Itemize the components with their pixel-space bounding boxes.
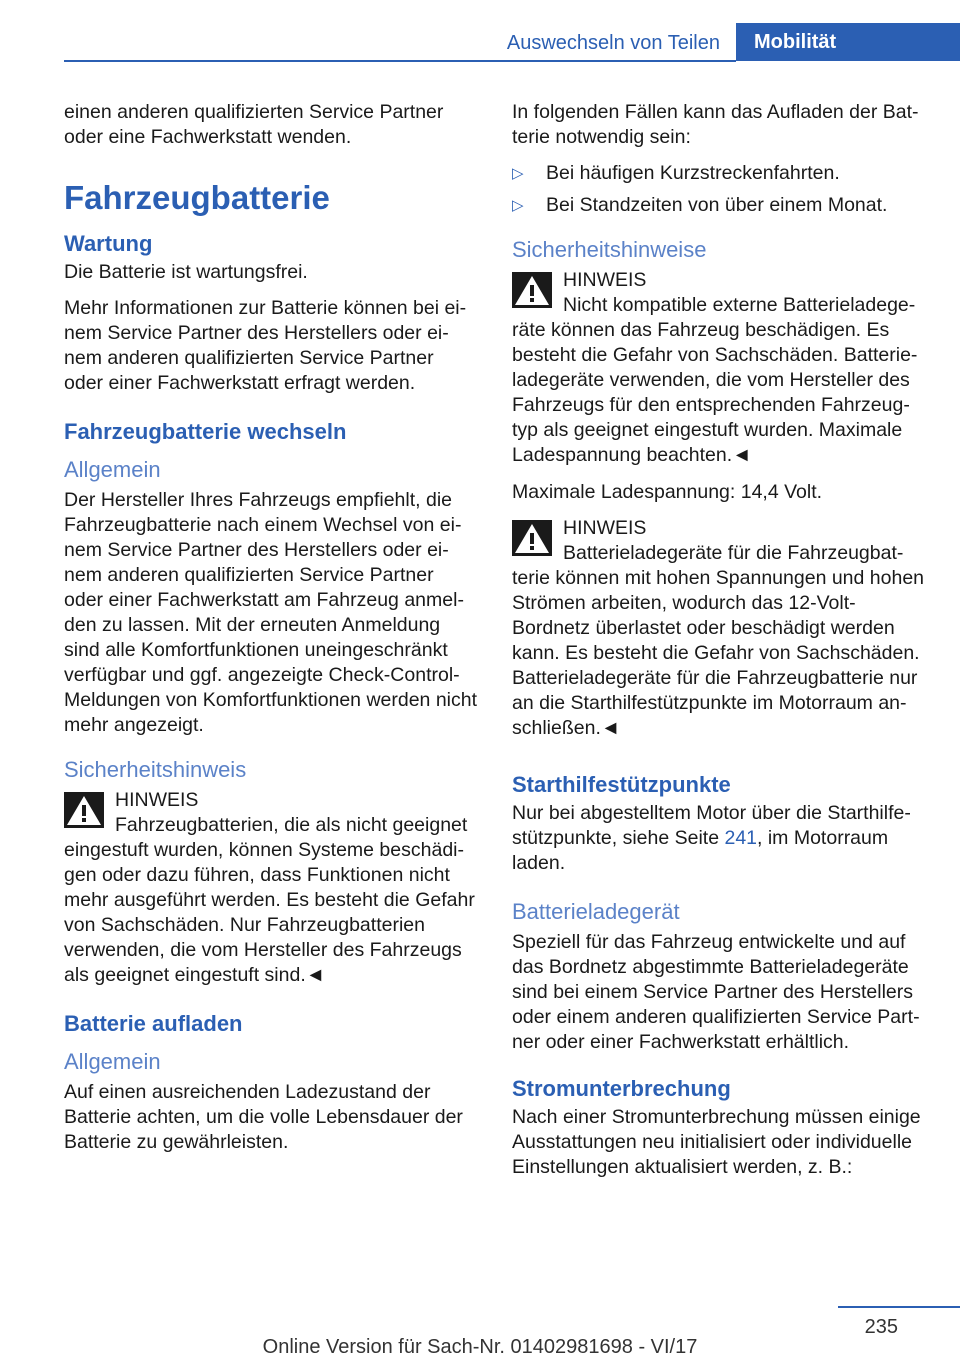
heading-allgemein-aufladen: Allgemein [64,1049,161,1074]
online-version-footer: Online Version für Sach-Nr. 01402981698 - VI/17 [262,1336,698,1358]
stromunterbrechung-paragraph: Nach einer Stromunterbrechung müssen einige Ausstattungen neu initialisiert oder individuelle Einstellungen aktualisiert werden, z. B.: [512,1106,921,1178]
bullet-triangle-icon: ▷ [512,197,524,214]
starthilfe-paragraph [512,801,926,876]
heading-batterie-aufladen: Batterie aufladen [64,1011,243,1036]
warning-note-chargers [512,268,926,468]
allgemein-wechseln-paragraph: Der Hersteller Ihres Fahrzeugs empfiehlt, die Fahrzeugbatterie nach einem Wechsel von einem Service Partner des Herstellers oder einem anderen qualifizierten Service Partner oder einer Fachwerkstatt am Fahrzeug anmelden zu lassen. Mit der erneuten Anmeldung sind alle Komfortfunktionen uneingeschränkt verfügbar und ggf. angezeigte Check-Control-Meldungen von Komfortfunktionen werden nicht mehr angezeigt. [64,489,478,736]
page-number: 235 [864,1316,898,1338]
page-header [0,0,960,62]
header-section-title: Auswechseln von Teilen [506,32,720,54]
page-reference-link[interactable]: 241 [724,827,758,849]
wartung-paragraph-1: Die Batterie ist wartungsfrei. [64,261,308,283]
header-rule [64,60,736,62]
warning-label: HINWEIS [115,789,199,811]
warning-label: HINWEIS [563,269,647,291]
list-item-text: Bei häufigen Kurzstreckenfahrten. [546,162,840,184]
starthilfe-text-pre: Nur bei abgestelltem Motor über die Starthilfestützpunkte, siehe Seite [512,802,911,849]
heading-fahrzeugbatterie: Fahrzeugbatterie [64,179,330,216]
right-column [512,100,926,1191]
warning-note-voltage [512,516,926,741]
heading-sicherheitshinweise: Sicherheitshinweise [512,237,707,262]
warning-triangle-icon [512,520,552,556]
warning-label: HINWEIS [563,517,647,539]
heading-starthilfestuetzpunkte: Starthilfestützpunkte [512,772,731,797]
warning-triangle-icon [64,792,104,828]
starthilfe-text-post: , im Motorraum laden. [512,827,889,874]
warning-triangle-icon [512,272,552,308]
ladegeraet-paragraph: Speziell für das Fahrzeug entwickelte und auf das Bordnetz abgestimmte Batterieladegeräte sind bei einem Service Partner des Herstellers oder einem anderen qualifizierten Service Partner oder einer Fachwerkstatt erhältlich. [512,931,920,1053]
left-column [64,100,478,1166]
heading-stromunterbrechung: Stromunterbrechung [512,1076,731,1101]
heading-allgemein-wechseln: Allgemein [64,457,161,482]
warning-text: Fahrzeugbatterien, die als nicht geeignet eingestuft wurden, können Systeme beschädigen oder dazu führen, dass Funktionen nicht mehr ausgeführt werden. Es besteht die Gefahr von Sachschäden. Nur Fahrzeugbatterien verwenden, die vom Hersteller des Fahrzeugs als geeignet eingestuft sind.◄ [64,814,475,986]
list-item [512,193,926,218]
header-chapter-tab: Mobilität [736,23,960,61]
warning-note-batteries [64,788,478,988]
heading-batterie-wechseln: Fahrzeugbatterie wechseln [64,419,347,444]
left-intro-paragraph: einen anderen qualifizierten Service Partner oder eine Fachwerkstatt wenden. [64,101,444,148]
heading-sicherheitshinweis: Sicherheitshinweis [64,757,247,782]
heading-wartung: Wartung [64,231,153,256]
max-voltage-paragraph: Maximale Ladespannung: 14,4 Volt. [512,481,823,503]
list-item [512,161,926,186]
charging-cases-list [512,161,926,218]
heading-batterieladegeraet: Batterieladegerät [512,899,680,924]
warning-text: Nicht kompatible externe Batterieladegeräte können das Fahrzeug beschädigen. Es besteht die Gefahr von Sachschäden. Batterieladegeräte verwenden, die vom Hersteller des Fahrzeugs für den entsprechenden Fahrzeugtyp als geeignet eingestuft wurden. Maximale Ladespannung beachten.◄ [512,294,918,466]
page-number-rule [838,1306,960,1308]
right-intro-paragraph: In folgenden Fällen kann das Aufladen der Batterie notwendig sein: [512,101,919,148]
warning-text: Batterieladegeräte für die Fahrzeugbatterie können mit hohen Spannungen und hohen Strömen arbeiten, wodurch das 12-Volt-Bordnetz überlastet oder beschädigt werden kann. Es besteht die Gefahr von Sachschäden. Batterieladegeräte für die Fahrzeugbatterie nur an die Starthilfestützpunkte im Motorraum anschließen.◄ [512,542,925,739]
wartung-paragraph-2: Mehr Informationen zur Batterie können bei einem Service Partner des Herstellers oder einem anderen qualifizierten Service Partner oder einer Fachwerkstatt erfragt werden. [64,297,467,394]
list-item-text: Bei Standzeiten von über einem Monat. [546,194,888,216]
bullet-triangle-icon: ▷ [512,165,524,182]
allgemein-aufladen-paragraph: Auf einen ausreichenden Ladezustand der Batterie achten, um die volle Lebensdauer der Batterie zu gewährleisten. [64,1081,463,1153]
